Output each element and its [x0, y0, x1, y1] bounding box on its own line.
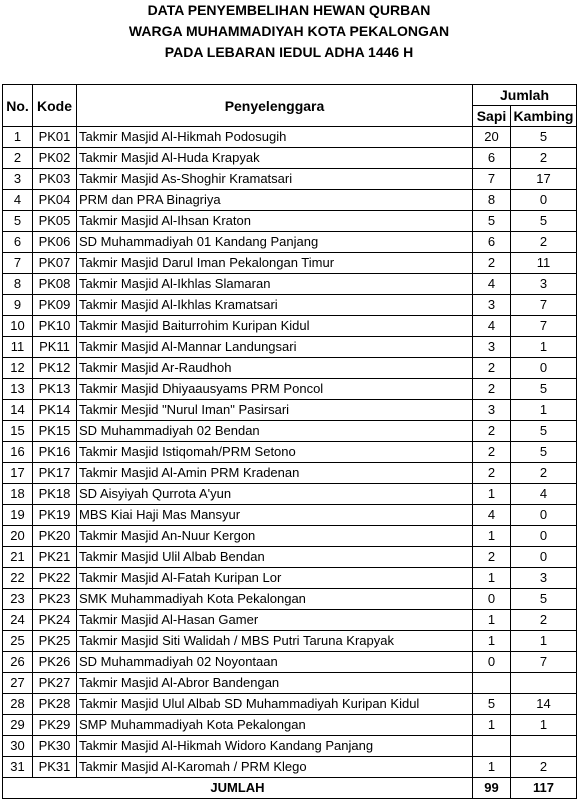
- cell-kode: PK30: [33, 736, 77, 757]
- cell-kambing: 1: [511, 715, 577, 736]
- cell-sapi: 1: [473, 757, 511, 778]
- header-kode: Kode: [33, 85, 77, 127]
- cell-penyelenggara: Takmir Masjid Siti Walidah / MBS Putri Taruna Krapyak: [77, 631, 473, 652]
- cell-sapi: 1: [473, 526, 511, 547]
- cell-kode: PK09: [33, 295, 77, 316]
- table-row: [3, 442, 577, 463]
- cell-kambing: 5: [511, 379, 577, 400]
- cell-no: 6: [3, 232, 33, 253]
- cell-kode: PK11: [33, 337, 77, 358]
- cell-kode: PK29: [33, 715, 77, 736]
- cell-kambing: 1: [511, 631, 577, 652]
- cell-no: 27: [3, 673, 33, 694]
- cell-penyelenggara: SD Muhammadiyah 02 Noyontaan: [77, 652, 473, 673]
- cell-penyelenggara: Takmir Masjid Darul Iman Pekalongan Timur: [77, 253, 473, 274]
- cell-penyelenggara: Takmir Masjid Al-Ikhlas Kramatsari: [77, 295, 473, 316]
- table-row: [3, 148, 577, 169]
- cell-kode: PK24: [33, 610, 77, 631]
- cell-no: 7: [3, 253, 33, 274]
- cell-kode: PK19: [33, 505, 77, 526]
- cell-kode: PK01: [33, 127, 77, 148]
- table-row: [3, 379, 577, 400]
- cell-no: 30: [3, 736, 33, 757]
- cell-kode: PK21: [33, 547, 77, 568]
- cell-penyelenggara: Takmir Mesjid "Nurul Iman" Pasirsari: [77, 400, 473, 421]
- table-row: [3, 295, 577, 316]
- table-row: [3, 547, 577, 568]
- cell-no: 20: [3, 526, 33, 547]
- table-row: [3, 253, 577, 274]
- cell-kambing: 3: [511, 568, 577, 589]
- cell-penyelenggara: Takmir Masjid Al-Fatah Kuripan Lor: [77, 568, 473, 589]
- cell-penyelenggara: Takmir Masjid Al-Huda Krapyak: [77, 148, 473, 169]
- cell-no: 8: [3, 274, 33, 295]
- cell-kode: PK28: [33, 694, 77, 715]
- cell-sapi: 1: [473, 610, 511, 631]
- title-line-2: WARGA MUHAMMADIYAH KOTA PEKALONGAN: [128, 23, 450, 39]
- cell-kambing: 0: [511, 358, 577, 379]
- cell-sapi: 3: [473, 295, 511, 316]
- cell-penyelenggara: Takmir Masjid Al-Abror Bandengan: [77, 673, 473, 694]
- cell-kambing: 5: [511, 442, 577, 463]
- cell-kode: PK26: [33, 652, 77, 673]
- table-row: [3, 568, 577, 589]
- header-sapi: Sapi: [473, 106, 511, 127]
- cell-sapi: 2: [473, 442, 511, 463]
- cell-penyelenggara: PRM dan PRA Binagriya: [77, 190, 473, 211]
- cell-no: 15: [3, 421, 33, 442]
- header-penyelenggara: Penyelenggara: [77, 85, 473, 127]
- cell-kambing: 2: [511, 463, 577, 484]
- cell-kode: PK08: [33, 274, 77, 295]
- cell-penyelenggara: Takmir Masjid Baiturrohim Kuripan Kidul: [77, 316, 473, 337]
- table-row: [3, 505, 577, 526]
- cell-penyelenggara: Takmir Masjid Ar-Raudhoh: [77, 358, 473, 379]
- table-row: [3, 274, 577, 295]
- cell-no: 3: [3, 169, 33, 190]
- cell-no: 12: [3, 358, 33, 379]
- table-row: [3, 463, 577, 484]
- table-row: [3, 190, 577, 211]
- cell-kambing: 2: [511, 757, 577, 778]
- cell-kode: PK15: [33, 421, 77, 442]
- cell-sapi: 4: [473, 316, 511, 337]
- cell-penyelenggara: Takmir Masjid Ulil Albab Bendan: [77, 547, 473, 568]
- cell-sapi: 3: [473, 337, 511, 358]
- cell-kambing: 1: [511, 337, 577, 358]
- cell-penyelenggara: Takmir Masjid Al-Mannar Landungsari: [77, 337, 473, 358]
- cell-kambing: 0: [511, 547, 577, 568]
- cell-kode: PK16: [33, 442, 77, 463]
- report-title: [0, 0, 578, 63]
- cell-penyelenggara: SD Muhammadiyah 02 Bendan: [77, 421, 473, 442]
- table-body: [3, 127, 577, 778]
- cell-kambing: 5: [511, 589, 577, 610]
- total-label: JUMLAH: [3, 778, 473, 799]
- cell-sapi: 4: [473, 274, 511, 295]
- cell-no: 26: [3, 652, 33, 673]
- cell-penyelenggara: Takmir Masjid Istiqomah/PRM Setono: [77, 442, 473, 463]
- cell-kambing: 14: [511, 694, 577, 715]
- cell-sapi: 5: [473, 694, 511, 715]
- table-row: [3, 610, 577, 631]
- title-line-1: DATA PENYEMBELIHAN HEWAN QURBAN: [147, 2, 431, 18]
- cell-sapi: 4: [473, 505, 511, 526]
- cell-kambing: 11: [511, 253, 577, 274]
- cell-kambing: 0: [511, 526, 577, 547]
- cell-sapi: 6: [473, 148, 511, 169]
- cell-no: 4: [3, 190, 33, 211]
- cell-kode: PK17: [33, 463, 77, 484]
- table-row: [3, 169, 577, 190]
- cell-sapi: [473, 736, 511, 757]
- cell-penyelenggara: Takmir Masjid Al-Ikhlas Slamaran: [77, 274, 473, 295]
- cell-penyelenggara: Takmir Masjid Al-Hasan Gamer: [77, 610, 473, 631]
- cell-no: 25: [3, 631, 33, 652]
- cell-kambing: 17: [511, 169, 577, 190]
- header-no: No.: [3, 85, 33, 127]
- cell-no: 10: [3, 316, 33, 337]
- cell-kambing: 5: [511, 421, 577, 442]
- cell-sapi: 2: [473, 358, 511, 379]
- cell-penyelenggara: Takmir Masjid Ulul Albab SD Muhammadiyah Kuripan Kidul: [77, 694, 473, 715]
- cell-sapi: 2: [473, 463, 511, 484]
- cell-kambing: 1: [511, 400, 577, 421]
- cell-penyelenggara: Takmir Masjid Al-Ihsan Kraton: [77, 211, 473, 232]
- table-row: [3, 400, 577, 421]
- cell-kode: PK03: [33, 169, 77, 190]
- cell-sapi: 2: [473, 547, 511, 568]
- cell-penyelenggara: Takmir Masjid An-Nuur Kergon: [77, 526, 473, 547]
- cell-kambing: 7: [511, 316, 577, 337]
- cell-penyelenggara: SD Aisyiyah Qurrota A'yun: [77, 484, 473, 505]
- cell-kode: PK23: [33, 589, 77, 610]
- cell-sapi: 2: [473, 421, 511, 442]
- cell-kode: PK07: [33, 253, 77, 274]
- cell-sapi: 3: [473, 400, 511, 421]
- cell-kambing: 5: [511, 127, 577, 148]
- table-row: [3, 421, 577, 442]
- cell-kambing: 7: [511, 652, 577, 673]
- cell-no: 13: [3, 379, 33, 400]
- cell-no: 18: [3, 484, 33, 505]
- cell-sapi: 20: [473, 127, 511, 148]
- cell-kode: PK27: [33, 673, 77, 694]
- cell-no: 14: [3, 400, 33, 421]
- cell-no: 5: [3, 211, 33, 232]
- cell-kode: PK14: [33, 400, 77, 421]
- cell-no: 29: [3, 715, 33, 736]
- cell-penyelenggara: Takmir Masjid Dhiyaausyams PRM Poncol: [77, 379, 473, 400]
- cell-kode: PK06: [33, 232, 77, 253]
- cell-penyelenggara: SMK Muhammadiyah Kota Pekalongan: [77, 589, 473, 610]
- cell-no: 31: [3, 757, 33, 778]
- cell-sapi: 8: [473, 190, 511, 211]
- cell-kambing: 0: [511, 505, 577, 526]
- total-row: [3, 778, 577, 799]
- cell-no: 19: [3, 505, 33, 526]
- cell-no: 17: [3, 463, 33, 484]
- cell-no: 1: [3, 127, 33, 148]
- cell-kode: PK04: [33, 190, 77, 211]
- cell-no: 11: [3, 337, 33, 358]
- cell-sapi: 1: [473, 715, 511, 736]
- cell-no: 2: [3, 148, 33, 169]
- cell-kode: PK20: [33, 526, 77, 547]
- table-row: [3, 589, 577, 610]
- table-row: [3, 526, 577, 547]
- header-jumlah: Jumlah: [473, 85, 577, 106]
- cell-no: 23: [3, 589, 33, 610]
- cell-sapi: 2: [473, 253, 511, 274]
- table-row: [3, 127, 577, 148]
- cell-kambing: 5: [511, 211, 577, 232]
- cell-penyelenggara: Takmir Masjid Al-Hikmah Podosugih: [77, 127, 473, 148]
- cell-kambing: 0: [511, 190, 577, 211]
- cell-kambing: [511, 673, 577, 694]
- cell-kode: PK25: [33, 631, 77, 652]
- cell-sapi: 0: [473, 652, 511, 673]
- table-row: [3, 631, 577, 652]
- cell-sapi: 5: [473, 211, 511, 232]
- cell-penyelenggara: Takmir Masjid Al-Amin PRM Kradenan: [77, 463, 473, 484]
- table-row: [3, 232, 577, 253]
- cell-sapi: [473, 673, 511, 694]
- cell-penyelenggara: MBS Kiai Haji Mas Mansyur: [77, 505, 473, 526]
- cell-kode: PK18: [33, 484, 77, 505]
- cell-penyelenggara: Takmir Masjid As-Shoghir Kramatsari: [77, 169, 473, 190]
- cell-kode: PK10: [33, 316, 77, 337]
- cell-sapi: 1: [473, 568, 511, 589]
- cell-sapi: 2: [473, 379, 511, 400]
- cell-no: 28: [3, 694, 33, 715]
- cell-sapi: 1: [473, 484, 511, 505]
- cell-penyelenggara: SD Muhammadiyah 01 Kandang Panjang: [77, 232, 473, 253]
- table-row: [3, 694, 577, 715]
- table-row: [3, 652, 577, 673]
- cell-kode: PK02: [33, 148, 77, 169]
- table-row: [3, 736, 577, 757]
- data-table: [2, 84, 577, 799]
- cell-kode: PK31: [33, 757, 77, 778]
- cell-kambing: 2: [511, 610, 577, 631]
- cell-sapi: 0: [473, 589, 511, 610]
- cell-penyelenggara: Takmir Masjid Al-Hikmah Widoro Kandang Panjang: [77, 736, 473, 757]
- cell-no: 22: [3, 568, 33, 589]
- cell-sapi: 1: [473, 631, 511, 652]
- cell-penyelenggara: Takmir Masjid Al-Karomah / PRM Klego: [77, 757, 473, 778]
- cell-kambing: 7: [511, 295, 577, 316]
- table-row: [3, 715, 577, 736]
- table-row: [3, 673, 577, 694]
- cell-no: 24: [3, 610, 33, 631]
- cell-penyelenggara: SMP Muhammadiyah Kota Pekalongan: [77, 715, 473, 736]
- header-kambing: Kambing: [511, 106, 577, 127]
- cell-no: 9: [3, 295, 33, 316]
- total-kambing: 117: [511, 778, 577, 799]
- cell-kambing: [511, 736, 577, 757]
- cell-kambing: 4: [511, 484, 577, 505]
- cell-kambing: 2: [511, 232, 577, 253]
- cell-kode: PK13: [33, 379, 77, 400]
- table-row: [3, 484, 577, 505]
- cell-kode: PK05: [33, 211, 77, 232]
- cell-kambing: 2: [511, 148, 577, 169]
- cell-kambing: 3: [511, 274, 577, 295]
- table-row: [3, 757, 577, 778]
- cell-no: 21: [3, 547, 33, 568]
- table-row: [3, 358, 577, 379]
- cell-kode: PK22: [33, 568, 77, 589]
- table-row: [3, 337, 577, 358]
- cell-no: 16: [3, 442, 33, 463]
- table-row: [3, 211, 577, 232]
- cell-sapi: 6: [473, 232, 511, 253]
- table-row: [3, 316, 577, 337]
- cell-kode: PK12: [33, 358, 77, 379]
- cell-sapi: 7: [473, 169, 511, 190]
- total-sapi: 99: [473, 778, 511, 799]
- title-line-3: PADA LEBARAN IEDUL ADHA 1446 H: [164, 44, 414, 60]
